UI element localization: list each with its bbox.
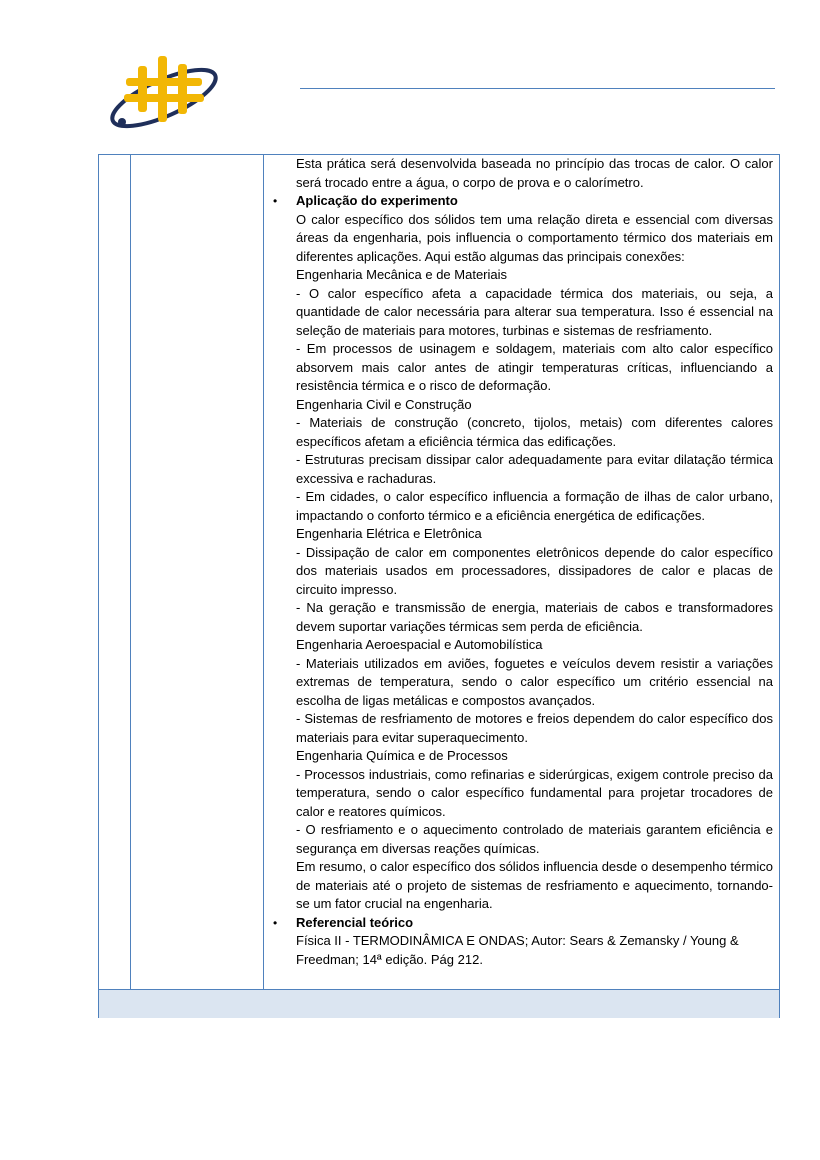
institution-logo-icon (106, 52, 226, 138)
item-mechanical-1: - O calor específico afeta a capacidade térmica dos materiais, ou seja, a quantidade de calor necessária para alterar sua temperatura. Isso é essencial na seleção de materiais para motores, turbinas e sistemas de resfriamento. (296, 285, 773, 338)
table-footer-row (99, 990, 779, 1018)
subheading-civil: Engenharia Civil e Construção (296, 396, 472, 412)
item-aerospace-1: - Materiais utilizados em aviões, foguetes e veículos devem resistir a variações extremas de temperatura, sendo o calor específico um critério essencial na escolha de ligas metálicas e compostos avançados. (296, 655, 773, 708)
paragraph-summary: Em resumo, o calor específico dos sólidos influencia desde o desempenho térmico de materiais até o projeto de sistemas de resfriamento e aquecimento, tornando-se um fator crucial na engenharia. (296, 859, 773, 911)
paragraph-reference: Física II - TERMODINÂMICA E ONDAS; Autor: Sears & Zemansky / Young & Freedman; 14ª edição. Pág 212. (296, 933, 739, 967)
paragraph-intro: Esta prática será desenvolvida baseada no princípio das trocas de calor. O calor será trocado entre a água, o corpo de prova e o calorímetro. (296, 156, 773, 190)
subheading-mechanical: Engenharia Mecânica e de Materiais (296, 267, 508, 282)
item-civil-2: - Estruturas precisam dissipar calor adequadamente para evitar dilatação térmica excessiva e rachaduras. (296, 452, 773, 486)
bullet-icon: • (273, 915, 278, 930)
item-electrical-2: - Na geração e transmissão de energia, materiais de cabos e transformadores devem suportar variações térmicas sem perda de eficiência. (296, 600, 773, 634)
item-civil-1: - Materiais de construção (concreto, tijolos, metais) com diferentes calores específicos afetam a eficiência térmica das edificações. (296, 415, 773, 449)
section-heading-reference (273, 914, 773, 933)
subheading-aerospace: Engenharia Aeroespacial e Automobilística (296, 637, 543, 652)
subheading-electrical: Engenharia Elétrica e Eletrônica (296, 526, 482, 541)
subheading-chemical: Engenharia Química e de Processos (296, 748, 508, 763)
content-cell (273, 155, 773, 969)
item-chemical-2: - O resfriamento e o aquecimento controlado de materiais garantem eficiência e segurança em diversas reações químicas. (296, 822, 773, 856)
item-chemical-1: - Processos industriais, como refinarias e siderúrgicas, exigem controle preciso da temperatura, sendo o calor específico fundamental para projetar trocadores de calor e reatores químicos. (296, 766, 773, 819)
section-heading-text: Referencial teórico (296, 914, 414, 930)
item-aerospace-2: - Sistemas de resfriamento de motores e freios dependem do calor específico dos materiais para evitar superaquecimento. (296, 711, 773, 745)
item-electrical-1: - Dissipação de calor em componentes eletrônicos depende do calor específico dos materiais usados em processadores, dissipadores de calor e placas de circuito impresso. (296, 544, 773, 597)
header-rule (300, 88, 775, 89)
section-heading-application (273, 192, 773, 211)
section-heading-text: Aplicação do experimento (296, 193, 458, 208)
bullet-icon: • (273, 194, 278, 208)
column-divider (130, 155, 131, 989)
item-mechanical-2: - Em processos de usinagem e soldagem, materiais com alto calor específico absorvem mais calor antes de atingir temperaturas críticas, influenciando a resistência térmica e o risco de deformação. (296, 341, 773, 393)
paragraph-application-intro: O calor específico dos sólidos tem uma relação direta e essencial com diversas áreas da engenharia, pois influencia o comportamento térmico dos materiais em diferentes aplicações. Aqui estão algumas das principais conexões: (296, 211, 773, 264)
item-civil-3: - Em cidades, o calor específico influencia a formação de ilhas de calor urbano, impactando o conforto térmico e a eficiência energética de edificações. (296, 489, 773, 523)
column-divider (263, 155, 264, 989)
content-table (98, 154, 780, 1018)
